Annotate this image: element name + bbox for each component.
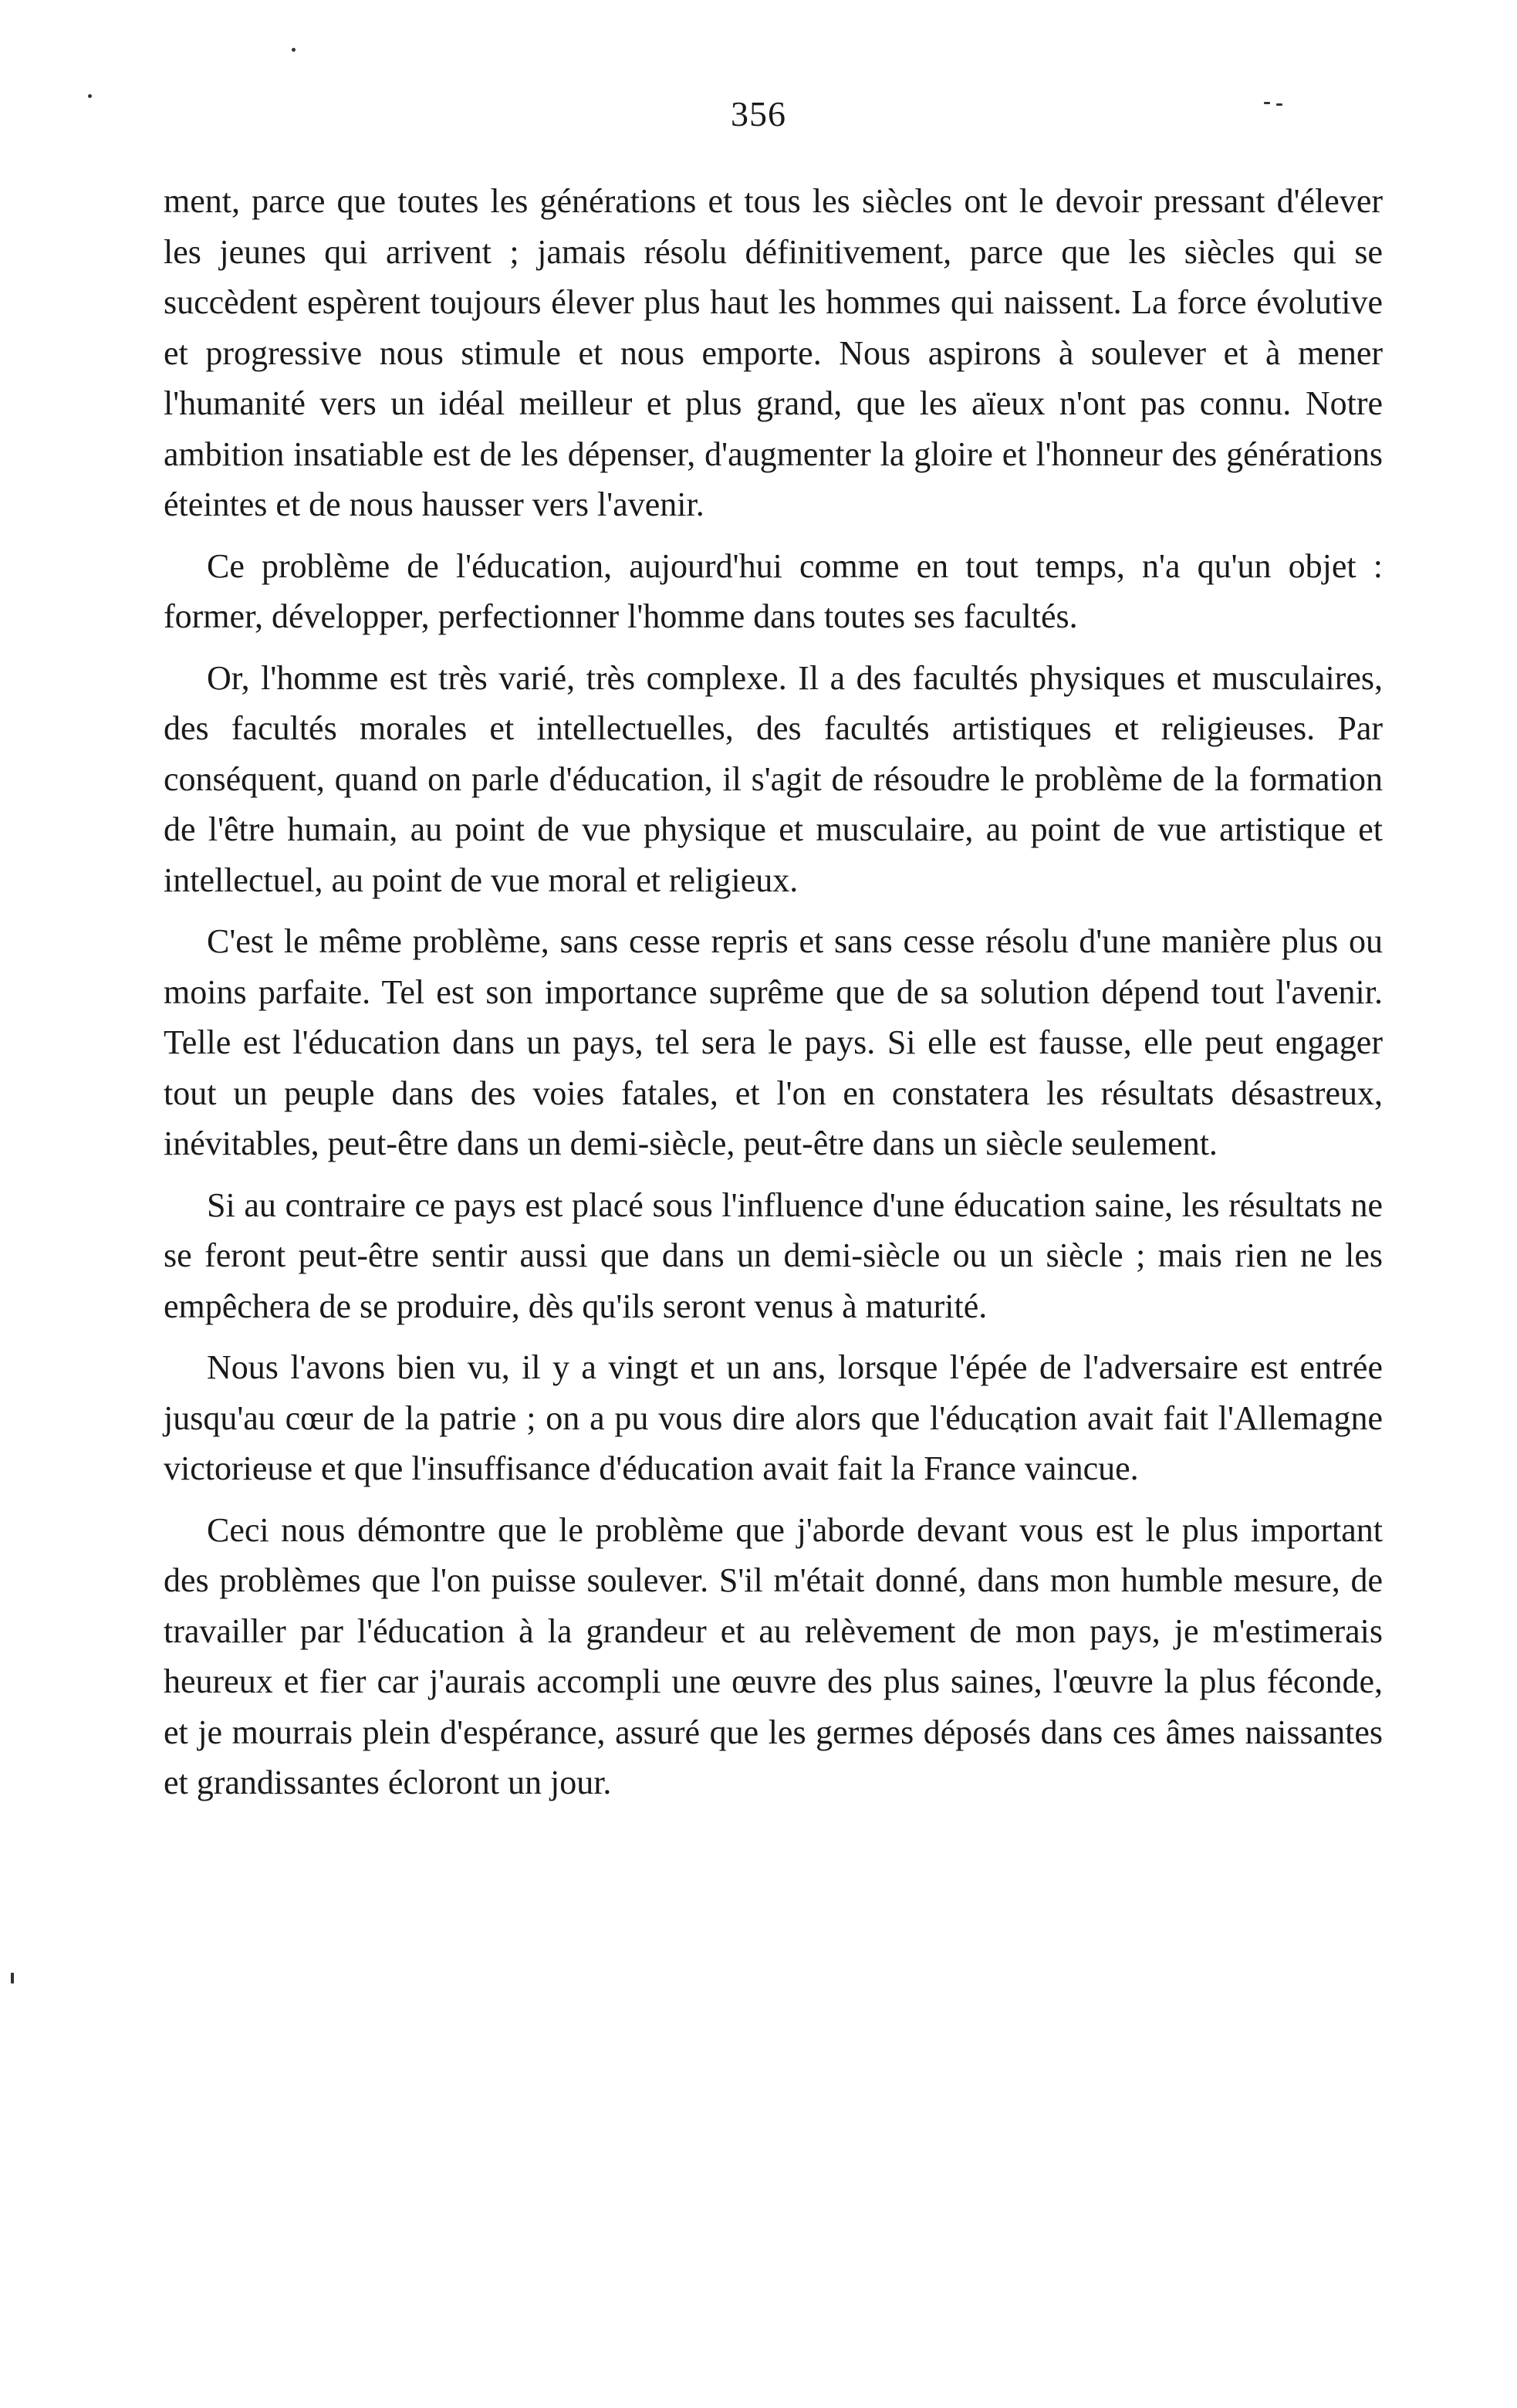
paragraph: Ce problème de l'éducation, aujourd'hui comme en tout temps, n'a qu'un objet : former, développer, perfectionner l'homme dans toutes ses facultés. bbox=[164, 546, 1383, 635]
print-speck bbox=[11, 1973, 14, 1984]
paragraph: Ceci nous démontre que le problème que j'aborde devant vous est le plus important des problèmes que l'on puisse soulever. S'il m'était donné, dans mon humble mesure, de travailler par l'éducation à la grandeur et au relèvement de mon pays, je m'estimerais heureux et fier car j'aurais accompli une œuvre des plus saines, l'œuvre la plus féconde, et je mourrais plein d'espérance, assuré que les germes déposés dans ces âmes naissantes et grandissantes écloront un jour. bbox=[164, 1510, 1383, 1801]
paragraph: Si au contraire ce pays est placé sous l'influence d'une éducation saine, les résultats ne se feront peut-être sentir aussi que dans un demi-siècle ou un siècle ; mais rien ne les empêchera de se produire, dès qu'ils seront venus à maturité. bbox=[164, 1185, 1383, 1325]
page-number: 356 bbox=[731, 94, 786, 134]
paragraph: ment, parce que toutes les générations et tous les siècles ont le devoir pressant d'élever les jeunes qui arrivent ; jamais résolu définitivement, parce que les siècles qui se succèdent espèrent toujours élever plus haut les hommes qui naissent. La force évolutive et progressive nous stimule et nous emporte. Nous aspirons à soulever et à mener l'humanité vers un idéal meilleur et plus grand, que les aïeux n'ont pas connu. Notre ambition insatiable est de les dépenser, d'augmenter la gloire et l'honneur des générations éteintes et de nous hausser vers l'avenir. bbox=[164, 182, 1383, 523]
paragraph: Nous l'avons bien vu, il y a vingt et un ans, lorsque l'épée de l'adversaire est entrée jusqu'au cœur de la patrie ; on a pu vous dire alors que l'éducation avait fait l'Allemagne victorieuse et que l'insuffisance d'éducation avait fait la France vaincue. bbox=[164, 1348, 1383, 1487]
body-text bbox=[164, 176, 1383, 1808]
print-speck bbox=[292, 48, 296, 52]
paragraph: Or, l'homme est très varié, très complexe. Il a des facultés physiques et musculaires, des facultés morales et intellectuelles, des facultés artistiques et religieuses. Par conséquent, quand on parle d'éducation, il s'agit de résoudre le problème de la formation de l'être humain, au point de vue physique et musculaire, au point de vue artistique et intellectuel, au point de vue moral et religieux. bbox=[164, 658, 1383, 899]
paragraph: C'est le même problème, sans cesse repris et sans cesse résolu d'une manière plus ou moins parfaite. Tel est son importance suprême que de sa solution dépend tout l'avenir. Telle est l'éducation dans un pays, tel sera le pays. Si elle est fausse, elle peut engager tout un peuple dans des voies fatales, et l'on en constatera les résultats désastreux, inévitables, peut-être dans un demi-siècle, peut-être dans un siècle seulement. bbox=[164, 922, 1383, 1162]
